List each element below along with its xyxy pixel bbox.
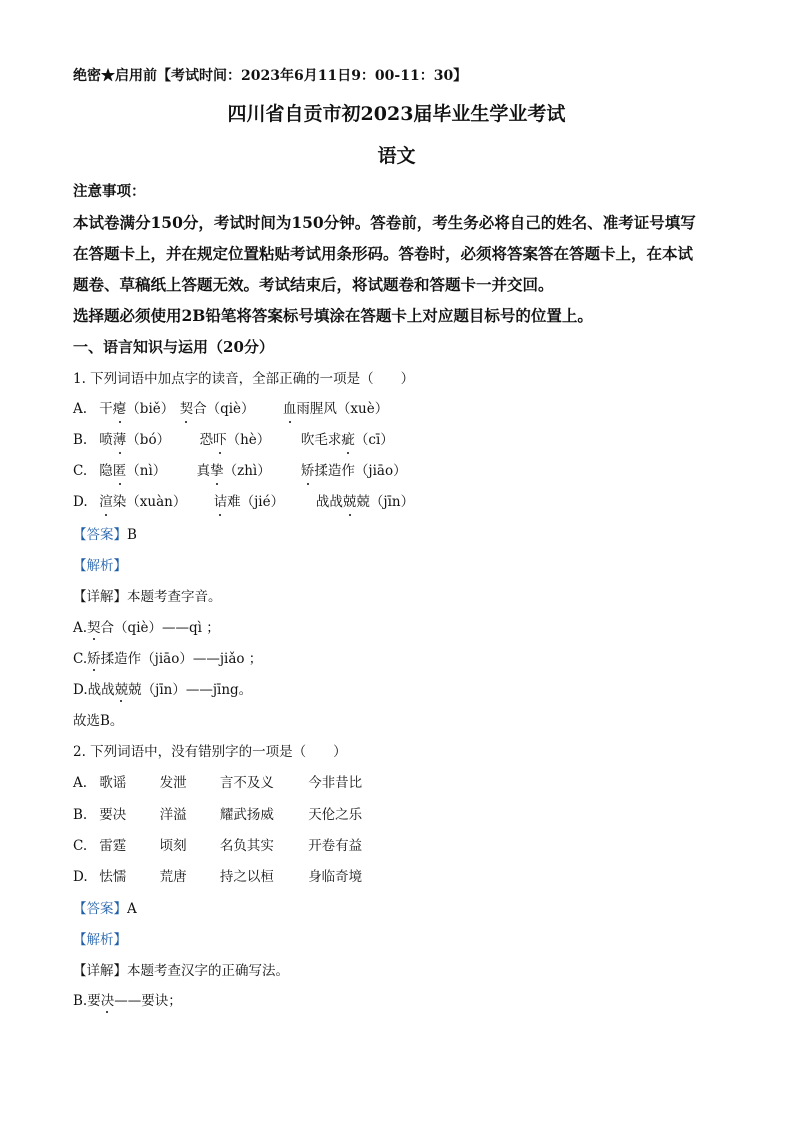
option-word: 恐吓（hè） bbox=[199, 432, 271, 448]
answer-line bbox=[73, 899, 137, 919]
detail-line bbox=[73, 587, 222, 607]
question-1-option-b bbox=[73, 430, 394, 450]
option-word: 喷薄（bó） bbox=[99, 432, 171, 448]
detail-tag: 【详解】 bbox=[73, 963, 127, 979]
correction-line: C.矫揉造作（jiāo）——jiǎo ； bbox=[73, 651, 263, 667]
option-word: 天伦之乐 bbox=[308, 807, 363, 823]
option-word: 耀武扬威 bbox=[219, 807, 274, 823]
option-key: D. bbox=[73, 869, 88, 885]
question-2-option-c bbox=[73, 836, 362, 856]
question-2-option-b bbox=[73, 805, 362, 825]
question-1-option-d bbox=[73, 492, 414, 512]
answer-tag: 【答案】 bbox=[73, 901, 127, 917]
option-key: A. bbox=[73, 775, 88, 791]
option-key: D. bbox=[73, 494, 88, 510]
section-heading: 一、语言知识与运用（20分） bbox=[73, 338, 274, 356]
option-word: 今非昔比 bbox=[308, 775, 363, 791]
option-word: 持之以桓 bbox=[219, 869, 274, 885]
question-1-stem: 1. 下列词语中加点字的读音，全部正确的一项是（ ） bbox=[73, 371, 415, 387]
option-word: 言不及义 bbox=[219, 775, 274, 791]
option-word: 开卷有益 bbox=[308, 838, 363, 854]
answer-line bbox=[73, 525, 137, 545]
option-word: 荒唐 bbox=[159, 869, 187, 885]
option-word: 发泄 bbox=[159, 775, 187, 791]
option-word: 干瘪（biě） bbox=[99, 401, 175, 417]
option-key: C. bbox=[73, 838, 88, 854]
correction-line: A.契合（qiè）——qì ； bbox=[73, 620, 220, 636]
option-word: 真挚（zhì） bbox=[196, 463, 271, 479]
question-2-option-a bbox=[73, 773, 362, 793]
option-word: 血雨腥风（xuè） bbox=[282, 401, 389, 417]
question-2-stem: 2. 下列词语中，没有错别字的一项是（ ） bbox=[73, 744, 347, 760]
option-word: 顷刻 bbox=[159, 838, 187, 854]
option-word: 怯懦 bbox=[99, 869, 127, 885]
option-word: 身临奇境 bbox=[308, 869, 363, 885]
exam-title: 四川省自贡市初2023届毕业生学业考试 bbox=[227, 103, 566, 125]
option-word: 雷霆 bbox=[99, 838, 127, 854]
correction-line: D.战战兢兢（jīn）——jīng。 bbox=[73, 682, 253, 698]
subject-title: 语文 bbox=[377, 145, 416, 167]
notice-heading: 注意事项： bbox=[73, 183, 146, 200]
detail-tag: 【详解】 bbox=[73, 589, 127, 605]
answer-value: B bbox=[127, 527, 137, 543]
question-1-option-c bbox=[73, 461, 407, 481]
option-word: 渲染（xuàn） bbox=[99, 494, 187, 510]
answer-value: A bbox=[127, 901, 137, 917]
option-word: 战战兢兢（jīn） bbox=[315, 494, 415, 510]
option-key: B. bbox=[73, 807, 88, 823]
option-word: 吹毛求疵（cī） bbox=[300, 432, 394, 448]
option-key: C. bbox=[73, 463, 88, 479]
option-word: 矫揉造作（jiāo） bbox=[300, 463, 407, 479]
option-word: 契合（qiè） bbox=[179, 401, 255, 417]
notice-line: 选择题必须使用2B铅笔将答案标号填涂在答题卡上对应题目标号的位置上。 bbox=[73, 306, 593, 325]
correction-line: B.要决——要诀； bbox=[73, 993, 182, 1009]
detail-line bbox=[73, 961, 289, 981]
question-2-option-d bbox=[73, 867, 362, 887]
detail-text: 本题考查字音。 bbox=[127, 589, 222, 605]
notice-line: 本试卷满分150分，考试时间为150分钟。答卷前，考生务必将自己的姓名、准考证号填写 bbox=[73, 213, 696, 232]
notice-line: 题卷、草稿纸上答题无效。考试结束后，将试题卷和答题卡一并交回。 bbox=[73, 275, 554, 294]
answer-tag: 【答案】 bbox=[73, 527, 127, 543]
option-key: A. bbox=[73, 401, 88, 417]
option-word: 要决 bbox=[99, 807, 127, 823]
analysis-tag: 【解析】 bbox=[73, 558, 127, 574]
conclusion-line: 故选B。 bbox=[73, 713, 124, 729]
analysis-tag: 【解析】 bbox=[73, 932, 127, 948]
option-word: 名负其实 bbox=[219, 838, 274, 854]
detail-text: 本题考查汉字的正确写法。 bbox=[127, 963, 289, 979]
option-word: 歌谣 bbox=[99, 775, 127, 791]
exam-header: 绝密★启用前【考试时间：2023年6月11日9：00-11：30】 bbox=[73, 68, 468, 84]
option-word: 隐匿（nì） bbox=[99, 463, 167, 479]
option-key: B. bbox=[73, 432, 88, 448]
notice-line: 在答题卡上，并在规定位置粘贴考试用条形码。答卷时，必须将答案答在答题卡上，在本试 bbox=[73, 244, 694, 263]
option-word: 诘难（jié） bbox=[213, 494, 285, 510]
question-1-option-a bbox=[73, 399, 388, 419]
option-word: 洋溢 bbox=[159, 807, 187, 823]
